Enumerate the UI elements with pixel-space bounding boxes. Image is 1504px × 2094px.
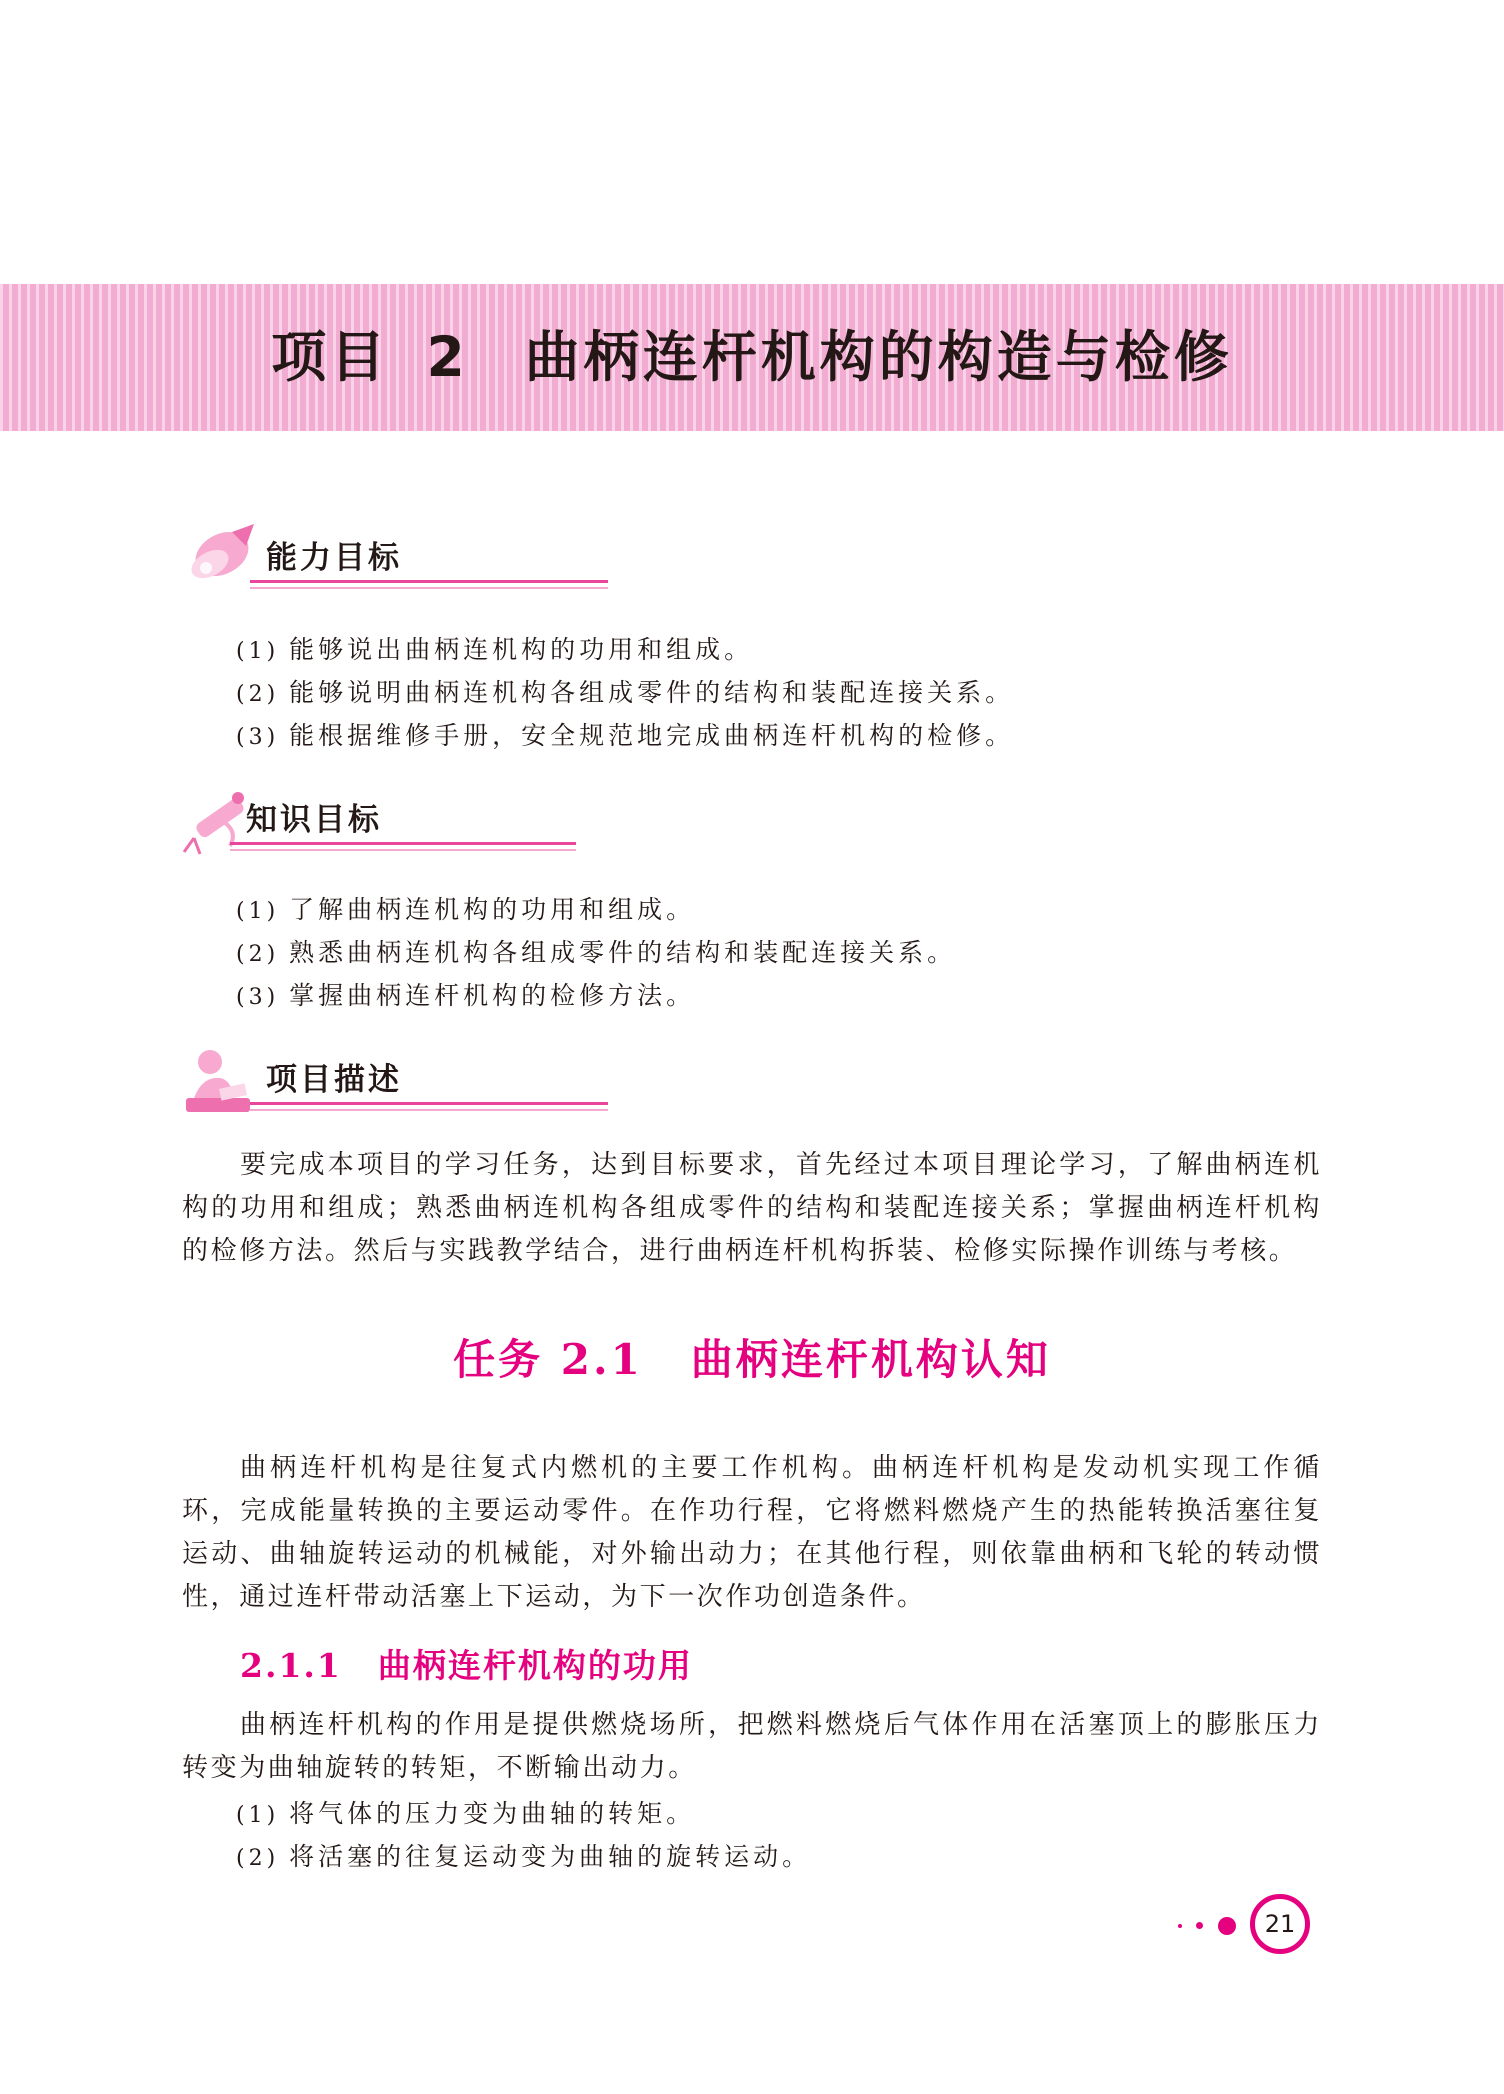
task-number: 2.1 bbox=[560, 1335, 643, 1384]
knowledge-goals-label: 知识目标 bbox=[246, 802, 382, 838]
project-description-text: 要完成本项目的学习任务，达到目标要求，首先经过本项目理论学习，了解曲柄连机构的功用和组成；熟悉曲柄连机构各组成零件的结构和装配连接关系；掌握曲柄连杆机构的检修方法。然后与实践教学结合，进行曲柄连杆机构拆装、检修实际操作训练与考核。 bbox=[182, 1150, 1322, 1266]
task-intro-text: 曲柄连杆机构是往复式内燃机的主要工作机构。曲柄连杆机构是发动机实现工作循环，完成能量转换的主要运动零件。在作功行程，它将燃料燃烧产生的热能转换活塞往复运动、曲轴旋转运动的机械能，对外输出动力；在其他行程，则依靠曲柄和飞轮的转动惯性，通过连杆带动活塞上下运动，为下一次作功创造条件。 bbox=[182, 1453, 1322, 1612]
task-title-text: 曲柄连杆机构认知 bbox=[690, 1335, 1051, 1384]
chapter-prefix: 项目 bbox=[271, 325, 390, 389]
page-footer bbox=[1170, 1894, 1330, 1958]
decor-dot bbox=[1196, 1922, 1203, 1929]
list-text: 掌握曲柄连杆机构的检修方法。 bbox=[289, 981, 696, 1010]
heading-underline-light bbox=[250, 587, 608, 589]
chapter-title bbox=[0, 284, 1504, 431]
project-description-heading bbox=[180, 1040, 620, 1120]
subsection-number: 2.1.1 bbox=[240, 1646, 342, 1685]
list-item bbox=[236, 673, 1014, 709]
subsection-title-text: 曲柄连杆机构的功用 bbox=[377, 1646, 693, 1685]
subsection-text: 曲柄连杆机构的作用是提供燃烧场所，把燃料燃烧后气体作用在活塞顶上的膨胀压力转变为曲轴旋转的转矩，不断输出动力。 bbox=[182, 1710, 1322, 1783]
list-index: (3) bbox=[236, 725, 280, 750]
list-item bbox=[236, 890, 695, 926]
reading-person-icon bbox=[180, 1040, 260, 1120]
list-text: 能够说明曲柄连机构各组成零件的结构和装配连接关系。 bbox=[289, 678, 1015, 707]
list-text: 能够说出曲柄连机构的功用和组成。 bbox=[289, 635, 754, 664]
list-index: (2) bbox=[236, 942, 280, 967]
list-item bbox=[236, 716, 1014, 752]
list-item bbox=[236, 976, 695, 1012]
heading-underline bbox=[250, 1102, 608, 1105]
chapter-title-text: 曲柄连杆机构的构造与检修 bbox=[524, 325, 1233, 389]
heading-underline-light bbox=[250, 1109, 608, 1111]
project-description-label: 项目描述 bbox=[266, 1062, 402, 1098]
list-item bbox=[236, 630, 753, 666]
chapter-number: 2 bbox=[426, 325, 469, 389]
knowledge-goals-heading bbox=[180, 780, 600, 860]
list-text: 能根据维修手册，安全规范地完成曲柄连杆机构的检修。 bbox=[289, 721, 1015, 750]
task-title bbox=[0, 1327, 1504, 1387]
list-text: 将气体的压力变为曲轴的转矩。 bbox=[289, 1799, 696, 1828]
heading-underline bbox=[250, 580, 608, 583]
ribbon-icon bbox=[180, 518, 260, 598]
decor-dot bbox=[1178, 1924, 1182, 1928]
list-index: (1) bbox=[236, 1803, 280, 1828]
list-text: 将活塞的往复运动变为曲轴的旋转运动。 bbox=[289, 1842, 812, 1871]
heading-underline bbox=[230, 842, 576, 845]
list-index: (3) bbox=[236, 985, 280, 1010]
list-text: 了解曲柄连机构的功用和组成。 bbox=[289, 895, 696, 924]
list-item bbox=[236, 1837, 811, 1873]
list-item bbox=[236, 1794, 695, 1830]
ability-goals-label: 能力目标 bbox=[266, 540, 402, 576]
list-text: 熟悉曲柄连机构各组成零件的结构和装配连接关系。 bbox=[289, 938, 957, 967]
ability-goals-heading bbox=[180, 518, 620, 598]
list-item bbox=[236, 933, 956, 969]
list-index: (2) bbox=[236, 1846, 280, 1871]
list-index: (1) bbox=[236, 639, 280, 664]
task-prefix: 任务 bbox=[453, 1335, 544, 1384]
heading-underline-light bbox=[230, 849, 576, 851]
page-number: 21 bbox=[1250, 1894, 1310, 1954]
decor-dot bbox=[1218, 1917, 1236, 1935]
subsection-title bbox=[240, 1640, 693, 1687]
list-index: (2) bbox=[236, 682, 280, 707]
list-index: (1) bbox=[236, 899, 280, 924]
